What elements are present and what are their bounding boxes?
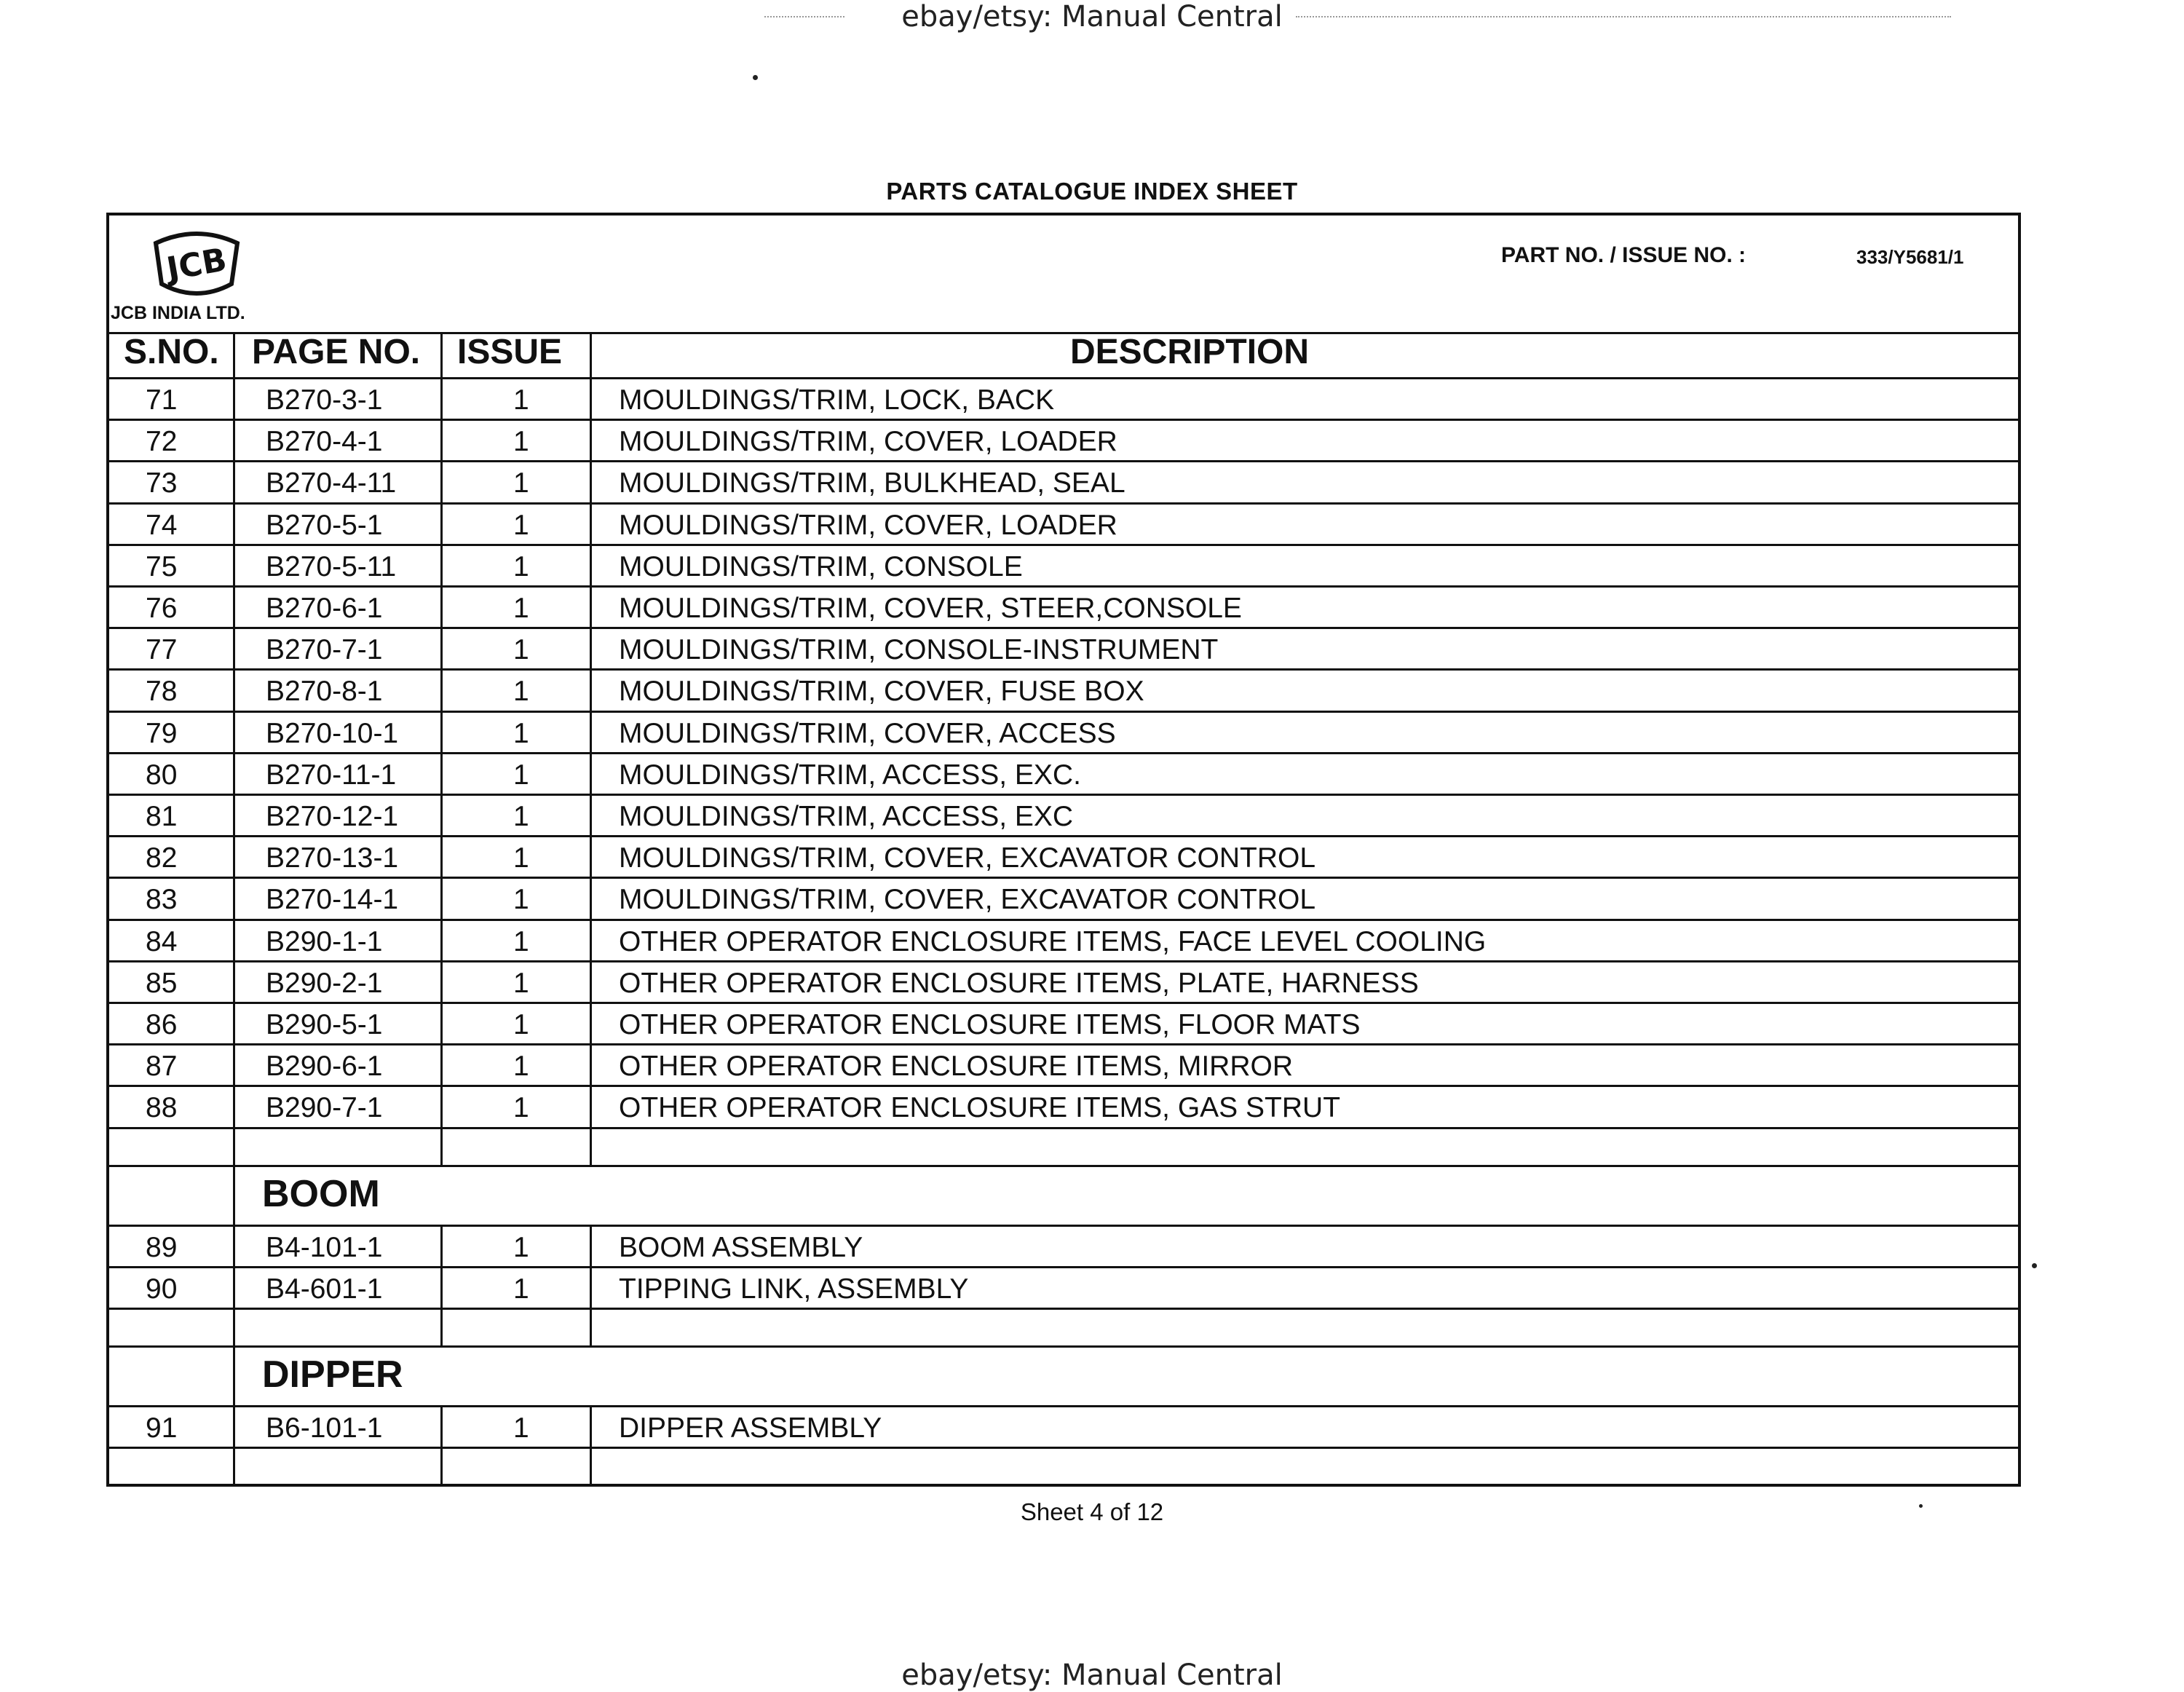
row-divider: [109, 1127, 2018, 1129]
row-divider: [109, 919, 2018, 921]
cell-page-no: B4-101-1: [266, 1231, 383, 1263]
cell-page-no: B6-101-1: [266, 1412, 383, 1444]
row-divider: [109, 1043, 2018, 1045]
cell-page-no: B290-1-1: [266, 925, 383, 957]
column-divider: [233, 1165, 235, 1345]
column-divider: [440, 1225, 443, 1345]
row-divider: [109, 794, 2018, 796]
column-divider: [440, 1405, 443, 1484]
watermark-top: ebay/etsy: Manual Central: [901, 0, 1283, 33]
row-divider: [109, 544, 2018, 546]
cell-page-no: B290-7-1: [266, 1092, 383, 1124]
cell-page-no: B270-5-11: [266, 550, 397, 582]
cell-issue: 1: [513, 967, 529, 999]
column-divider: [590, 1225, 592, 1345]
row-divider: [109, 627, 2018, 629]
cell-issue: 1: [513, 925, 529, 957]
section-title-boom: BOOM: [262, 1172, 380, 1215]
column-header-page-no: PAGE NO.: [252, 333, 421, 371]
sheet-title: PARTS CATALOGUE INDEX SHEET: [886, 178, 1298, 205]
row-divider: [109, 585, 2018, 588]
cell-sno: 71: [146, 384, 178, 416]
cell-description: MOULDINGS/TRIM, ACCESS, EXC: [619, 801, 1074, 832]
row-divider: [109, 1002, 2018, 1004]
row-divider: [109, 377, 2018, 379]
cell-page-no: B290-2-1: [266, 967, 383, 999]
row-divider: [109, 960, 2018, 962]
cell-page-no: B270-4-1: [266, 426, 383, 458]
cell-sno: 76: [146, 593, 178, 624]
cell-issue: 1: [513, 550, 529, 582]
cell-issue: 1: [513, 1092, 529, 1124]
row-divider: [109, 419, 2018, 421]
cell-description: MOULDINGS/TRIM, COVER, LOADER: [619, 509, 1117, 541]
cell-page-no: B270-13-1: [266, 842, 399, 874]
section-title-dipper: DIPPER: [262, 1353, 403, 1396]
cell-issue: 1: [513, 1412, 529, 1444]
cell-issue: 1: [513, 384, 529, 416]
cell-issue: 1: [513, 634, 529, 666]
cell-issue: 1: [513, 1231, 529, 1263]
cell-description: OTHER OPERATOR ENCLOSURE ITEMS, PLATE, HARNESS: [619, 967, 1419, 999]
cell-sno: 83: [146, 884, 178, 916]
cell-page-no: B270-12-1: [266, 801, 399, 832]
row-divider: [109, 1266, 2018, 1268]
cell-issue: 1: [513, 801, 529, 832]
cell-sno: 72: [146, 426, 178, 458]
row-divider: [109, 1345, 2018, 1348]
row-divider: [109, 502, 2018, 505]
column-divider: [233, 332, 235, 1165]
cell-page-no: B290-6-1: [266, 1051, 383, 1083]
cell-description: OTHER OPERATOR ENCLOSURE ITEMS, GAS STRUT: [619, 1092, 1341, 1124]
cell-issue: 1: [513, 426, 529, 458]
cell-description: DIPPER ASSEMBLY: [619, 1412, 882, 1444]
jcb-logo-icon: [150, 227, 245, 300]
index-table: [106, 213, 2021, 1487]
cell-sno: 91: [146, 1412, 178, 1444]
cell-sno: 87: [146, 1051, 178, 1083]
cell-sno: 78: [146, 676, 178, 708]
column-divider: [440, 332, 443, 1165]
column-divider: [233, 1345, 235, 1484]
cell-issue: 1: [513, 1009, 529, 1040]
cell-description: MOULDINGS/TRIM, CONSOLE: [619, 550, 1023, 582]
cell-description: OTHER OPERATOR ENCLOSURE ITEMS, FLOOR MATS: [619, 1009, 1361, 1040]
cell-sno: 82: [146, 842, 178, 874]
sheet-footer: Sheet 4 of 12: [1020, 1498, 1164, 1525]
cell-sno: 81: [146, 801, 178, 832]
row-divider: [109, 711, 2018, 713]
cell-description: BOOM ASSEMBLY: [619, 1231, 863, 1263]
cell-description: MOULDINGS/TRIM, CONSOLE-INSTRUMENT: [619, 634, 1219, 666]
cell-description: MOULDINGS/TRIM, ACCESS, EXC.: [619, 759, 1081, 791]
cell-page-no: B270-4-11: [266, 467, 397, 499]
cell-sno: 73: [146, 467, 178, 499]
cell-issue: 1: [513, 884, 529, 916]
cell-issue: 1: [513, 717, 529, 749]
cell-sno: 75: [146, 550, 178, 582]
cell-description: MOULDINGS/TRIM, BULKHEAD, SEAL: [619, 467, 1125, 499]
cell-description: MOULDINGS/TRIM, COVER, EXCAVATOR CONTROL: [619, 884, 1316, 916]
cell-sno: 86: [146, 1009, 178, 1040]
cell-description: MOULDINGS/TRIM, LOCK, BACK: [619, 384, 1055, 416]
cell-sno: 79: [146, 717, 178, 749]
cell-page-no: B270-11-1: [266, 759, 397, 791]
cell-page-no: B4-601-1: [266, 1273, 383, 1305]
cell-issue: 1: [513, 1273, 529, 1305]
column-divider: [590, 1405, 592, 1484]
column-header-description: DESCRIPTION: [1070, 333, 1310, 371]
cell-issue: 1: [513, 676, 529, 708]
cell-description: MOULDINGS/TRIM, COVER, LOADER: [619, 426, 1117, 458]
row-divider: [109, 1165, 2018, 1167]
column-header-sno: S.NO.: [124, 333, 219, 371]
cell-issue: 1: [513, 593, 529, 624]
row-divider: [109, 1308, 2018, 1310]
cell-sno: 74: [146, 509, 178, 541]
cell-description: MOULDINGS/TRIM, COVER, STEER,CONSOLE: [619, 593, 1242, 624]
cell-description: OTHER OPERATOR ENCLOSURE ITEMS, MIRROR: [619, 1051, 1293, 1083]
cell-sno: 85: [146, 967, 178, 999]
cell-sno: 80: [146, 759, 178, 791]
cell-sno: 89: [146, 1231, 178, 1263]
cell-issue: 1: [513, 1051, 529, 1083]
cell-description: MOULDINGS/TRIM, COVER, FUSE BOX: [619, 676, 1144, 708]
cell-description: MOULDINGS/TRIM, COVER, ACCESS: [619, 717, 1116, 749]
row-divider: [109, 835, 2018, 837]
column-header-issue: ISSUE: [457, 333, 563, 371]
scan-artifact-line: [764, 16, 844, 17]
scan-speck: [753, 75, 758, 80]
cell-sno: 77: [146, 634, 178, 666]
row-divider: [109, 1405, 2018, 1407]
cell-page-no: B270-5-1: [266, 509, 383, 541]
row-divider: [109, 1447, 2018, 1449]
cell-issue: 1: [513, 509, 529, 541]
cell-page-no: B270-7-1: [266, 634, 383, 666]
cell-issue: 1: [513, 467, 529, 499]
row-divider: [109, 752, 2018, 754]
scan-artifact-line: [1296, 16, 1951, 17]
cell-page-no: B270-3-1: [266, 384, 383, 416]
cell-page-no: B270-10-1: [266, 717, 399, 749]
row-divider: [109, 1225, 2018, 1227]
cell-page-no: B290-5-1: [266, 1009, 383, 1040]
part-no-value: 333/Y5681/1: [1856, 246, 1964, 268]
cell-description: TIPPING LINK, ASSEMBLY: [619, 1273, 969, 1305]
column-divider: [590, 332, 592, 1165]
company-name: JCB INDIA LTD.: [111, 303, 245, 323]
cell-page-no: B270-8-1: [266, 676, 383, 708]
part-no-label: PART NO. / ISSUE NO. :: [1501, 243, 1746, 267]
cell-issue: 1: [513, 842, 529, 874]
row-divider: [109, 668, 2018, 671]
cell-sno: 90: [146, 1273, 178, 1305]
cell-page-no: B270-14-1: [266, 884, 399, 916]
scan-speck: [2032, 1263, 2037, 1268]
cell-sno: 84: [146, 925, 178, 957]
cell-page-no: B270-6-1: [266, 593, 383, 624]
row-divider: [109, 1085, 2018, 1087]
cell-sno: 88: [146, 1092, 178, 1124]
cell-description: MOULDINGS/TRIM, COVER, EXCAVATOR CONTROL: [619, 842, 1316, 874]
cell-issue: 1: [513, 759, 529, 791]
svg-text:JCB: JCB: [164, 241, 230, 288]
row-divider: [109, 877, 2018, 879]
watermark-bottom: ebay/etsy: Manual Central: [901, 1659, 1283, 1692]
row-divider: [109, 460, 2018, 462]
cell-description: OTHER OPERATOR ENCLOSURE ITEMS, FACE LEVEL COOLING: [619, 925, 1487, 957]
